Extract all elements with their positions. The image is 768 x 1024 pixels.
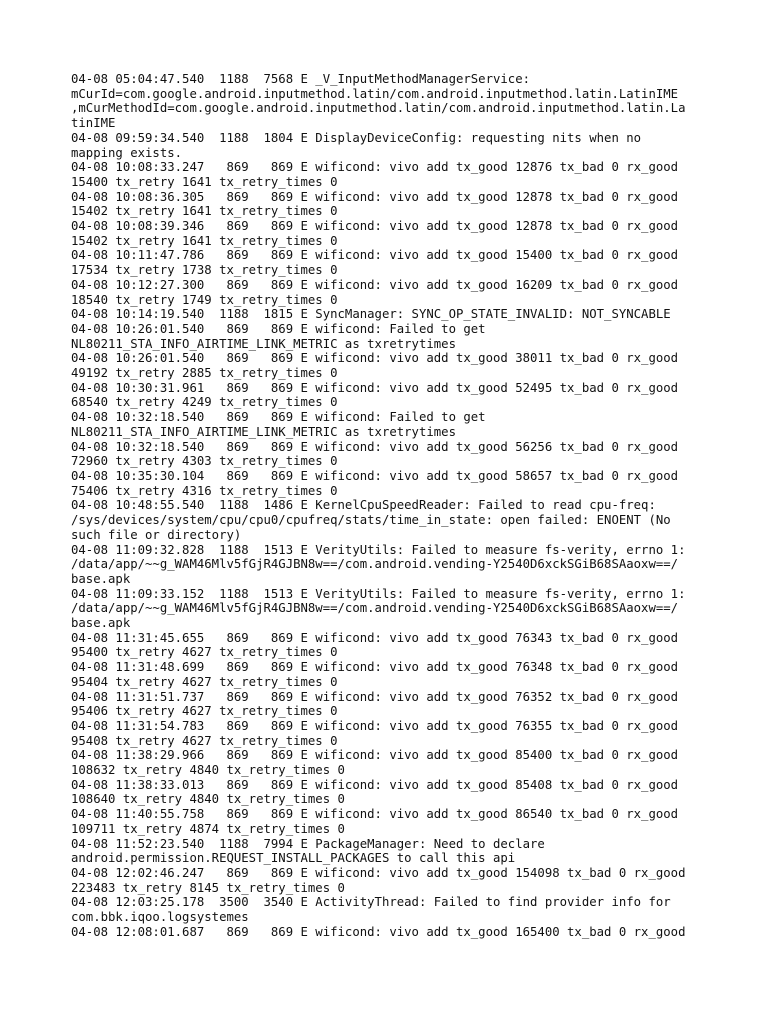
log-line: com.bbk.iqoo.logsystemes [71, 910, 249, 925]
log-line: 04-08 11:40:55.758 869 869 E wificond: vivo add tx_good 86540 tx_bad 0 rx_good [71, 807, 679, 822]
log-line: 04-08 12:03:25.178 3500 3540 E ActivityThread: Failed to find provider info for [71, 895, 671, 910]
log-line: base.apk [71, 616, 131, 631]
log-line: 108632 tx_retry 4840 tx_retry_times 0 [71, 763, 345, 778]
log-line: 95404 tx_retry 4627 tx_retry_times 0 [71, 674, 338, 689]
log-line: 15402 tx_retry 1641 tx_retry_times 0 [71, 233, 338, 248]
log-line: 04-08 12:02:46.247 869 869 E wificond: vivo add tx_good 154098 tx_bad 0 rx_good [71, 865, 686, 880]
log-line: 04-08 10:35:30.104 869 869 E wificond: vivo add tx_good 58657 tx_bad 0 rx_good [71, 468, 679, 483]
log-line: 95406 tx_retry 4627 tx_retry_times 0 [71, 704, 338, 719]
log-line: android.permission.REQUEST_INSTALL_PACKAGES to call this api [71, 851, 516, 866]
log-line: 15400 tx_retry 1641 tx_retry_times 0 [71, 174, 338, 189]
log-line: 108640 tx_retry 4840 tx_retry_times 0 [71, 792, 345, 807]
log-line: /data/app/~~g_WAM46Mlv5fGjR4GJBN8w==/com.android.vending-Y2540D6xckSGiB68SAaoxw==/ [71, 557, 679, 572]
log-line: 04-08 11:31:54.783 869 869 E wificond: vivo add tx_good 76355 tx_bad 0 rx_good [71, 718, 679, 733]
log-line: 04-08 11:31:45.655 869 869 E wificond: vivo add tx_good 76343 tx_bad 0 rx_good [71, 630, 679, 645]
log-line: 04-08 10:14:19.540 1188 1815 E SyncManager: SYNC_OP_STATE_INVALID: NOT_SYNCABLE [71, 307, 671, 322]
log-line: 18540 tx_retry 1749 tx_retry_times 0 [71, 292, 338, 307]
log-line: /data/app/~~g_WAM46Mlv5fGjR4GJBN8w==/com.android.vending-Y2540D6xckSGiB68SAaoxw==/ [71, 601, 679, 616]
log-line: 04-08 05:04:47.540 1188 7568 E _V_InputMethodManagerService: [71, 72, 531, 86]
log-line: 223483 tx_retry 8145 tx_retry_times 0 [71, 880, 345, 895]
log-line: 04-08 09:59:34.540 1188 1804 E DisplayDeviceConfig: requesting nits when no [71, 130, 642, 145]
log-line: 04-08 10:08:36.305 869 869 E wificond: vivo add tx_good 12878 tx_bad 0 rx_good [71, 189, 679, 204]
log-line: mapping exists. [71, 145, 183, 160]
log-line: 68540 tx_retry 4249 tx_retry_times 0 [71, 395, 338, 410]
log-text [71, 72, 711, 939]
log-line: 04-08 10:11:47.786 869 869 E wificond: vivo add tx_good 15400 tx_bad 0 rx_good [71, 248, 679, 263]
log-line: 04-08 10:48:55.540 1188 1486 E KernelCpuSpeedReader: Failed to read cpu-freq: [71, 498, 656, 513]
log-line: 04-08 10:30:31.961 869 869 E wificond: vivo add tx_good 52495 tx_bad 0 rx_good [71, 380, 679, 395]
log-line: 95400 tx_retry 4627 tx_retry_times 0 [71, 645, 338, 660]
log-line: /sys/devices/system/cpu/cpu0/cpufreq/stats/time_in_state: open failed: ENOENT (No [71, 513, 671, 528]
log-line: 04-08 10:32:18.540 869 869 E wificond: Failed to get [71, 410, 486, 425]
log-line: 04-08 11:31:48.699 869 869 E wificond: vivo add tx_good 76348 tx_bad 0 rx_good [71, 660, 679, 675]
log-line: 49192 tx_retry 2885 tx_retry_times 0 [71, 366, 338, 381]
log-line: 04-08 10:26:01.540 869 869 E wificond: Failed to get [71, 321, 486, 336]
log-line: NL80211_STA_INFO_AIRTIME_LINK_METRIC as txretrytimes [71, 336, 456, 351]
log-line: 17534 tx_retry 1738 tx_retry_times 0 [71, 263, 338, 278]
log-line: 04-08 11:52:23.540 1188 7994 E PackageManager: Need to declare [71, 836, 545, 851]
log-line: 75406 tx_retry 4316 tx_retry_times 0 [71, 483, 338, 498]
log-line: NL80211_STA_INFO_AIRTIME_LINK_METRIC as txretrytimes [71, 424, 456, 439]
log-line: such file or directory) [71, 527, 242, 542]
log-line: 04-08 10:12:27.300 869 869 E wificond: vivo add tx_good 16209 tx_bad 0 rx_good [71, 277, 679, 292]
log-line: 04-08 11:38:29.966 869 869 E wificond: vivo add tx_good 85400 tx_bad 0 rx_good [71, 748, 679, 763]
log-line: 04-08 10:08:39.346 869 869 E wificond: vivo add tx_good 12878 tx_bad 0 rx_good [71, 219, 679, 234]
log-line: 04-08 11:31:51.737 869 869 E wificond: vivo add tx_good 76352 tx_bad 0 rx_good [71, 689, 679, 704]
log-line: 04-08 10:26:01.540 869 869 E wificond: vivo add tx_good 38011 tx_bad 0 rx_good [71, 351, 679, 366]
log-line: 15402 tx_retry 1641 tx_retry_times 0 [71, 204, 338, 219]
log-line: ,mCurMethodId=com.google.android.inputmethod.latin/com.android.inputmethod.latin.La [71, 101, 686, 116]
log-line: 95408 tx_retry 4627 tx_retry_times 0 [71, 733, 338, 748]
log-line: tinIME [71, 116, 116, 131]
log-line: 109711 tx_retry 4874 tx_retry_times 0 [71, 821, 345, 836]
log-line: 04-08 11:38:33.013 869 869 E wificond: vivo add tx_good 85408 tx_bad 0 rx_good [71, 777, 679, 792]
log-line: 04-08 10:08:33.247 869 869 E wificond: vivo add tx_good 12876 tx_bad 0 rx_good [71, 160, 679, 175]
log-line: 04-08 11:09:32.828 1188 1513 E VerityUtils: Failed to measure fs-verity, errno 1: [71, 542, 686, 557]
log-line: 72960 tx_retry 4303 tx_retry_times 0 [71, 454, 338, 469]
log-line: mCurId=com.google.android.inputmethod.latin/com.android.inputmethod.latin.LatinIME [71, 86, 679, 101]
log-line: 04-08 11:09:33.152 1188 1513 E VerityUtils: Failed to measure fs-verity, errno 1: [71, 586, 686, 601]
log-line: 04-08 10:32:18.540 869 869 E wificond: vivo add tx_good 56256 tx_bad 0 rx_good [71, 439, 679, 454]
log-line: base.apk [71, 571, 131, 586]
log-line: 04-08 12:08:01.687 869 869 E wificond: vivo add tx_good 165400 tx_bad 0 rx_good [71, 924, 686, 939]
